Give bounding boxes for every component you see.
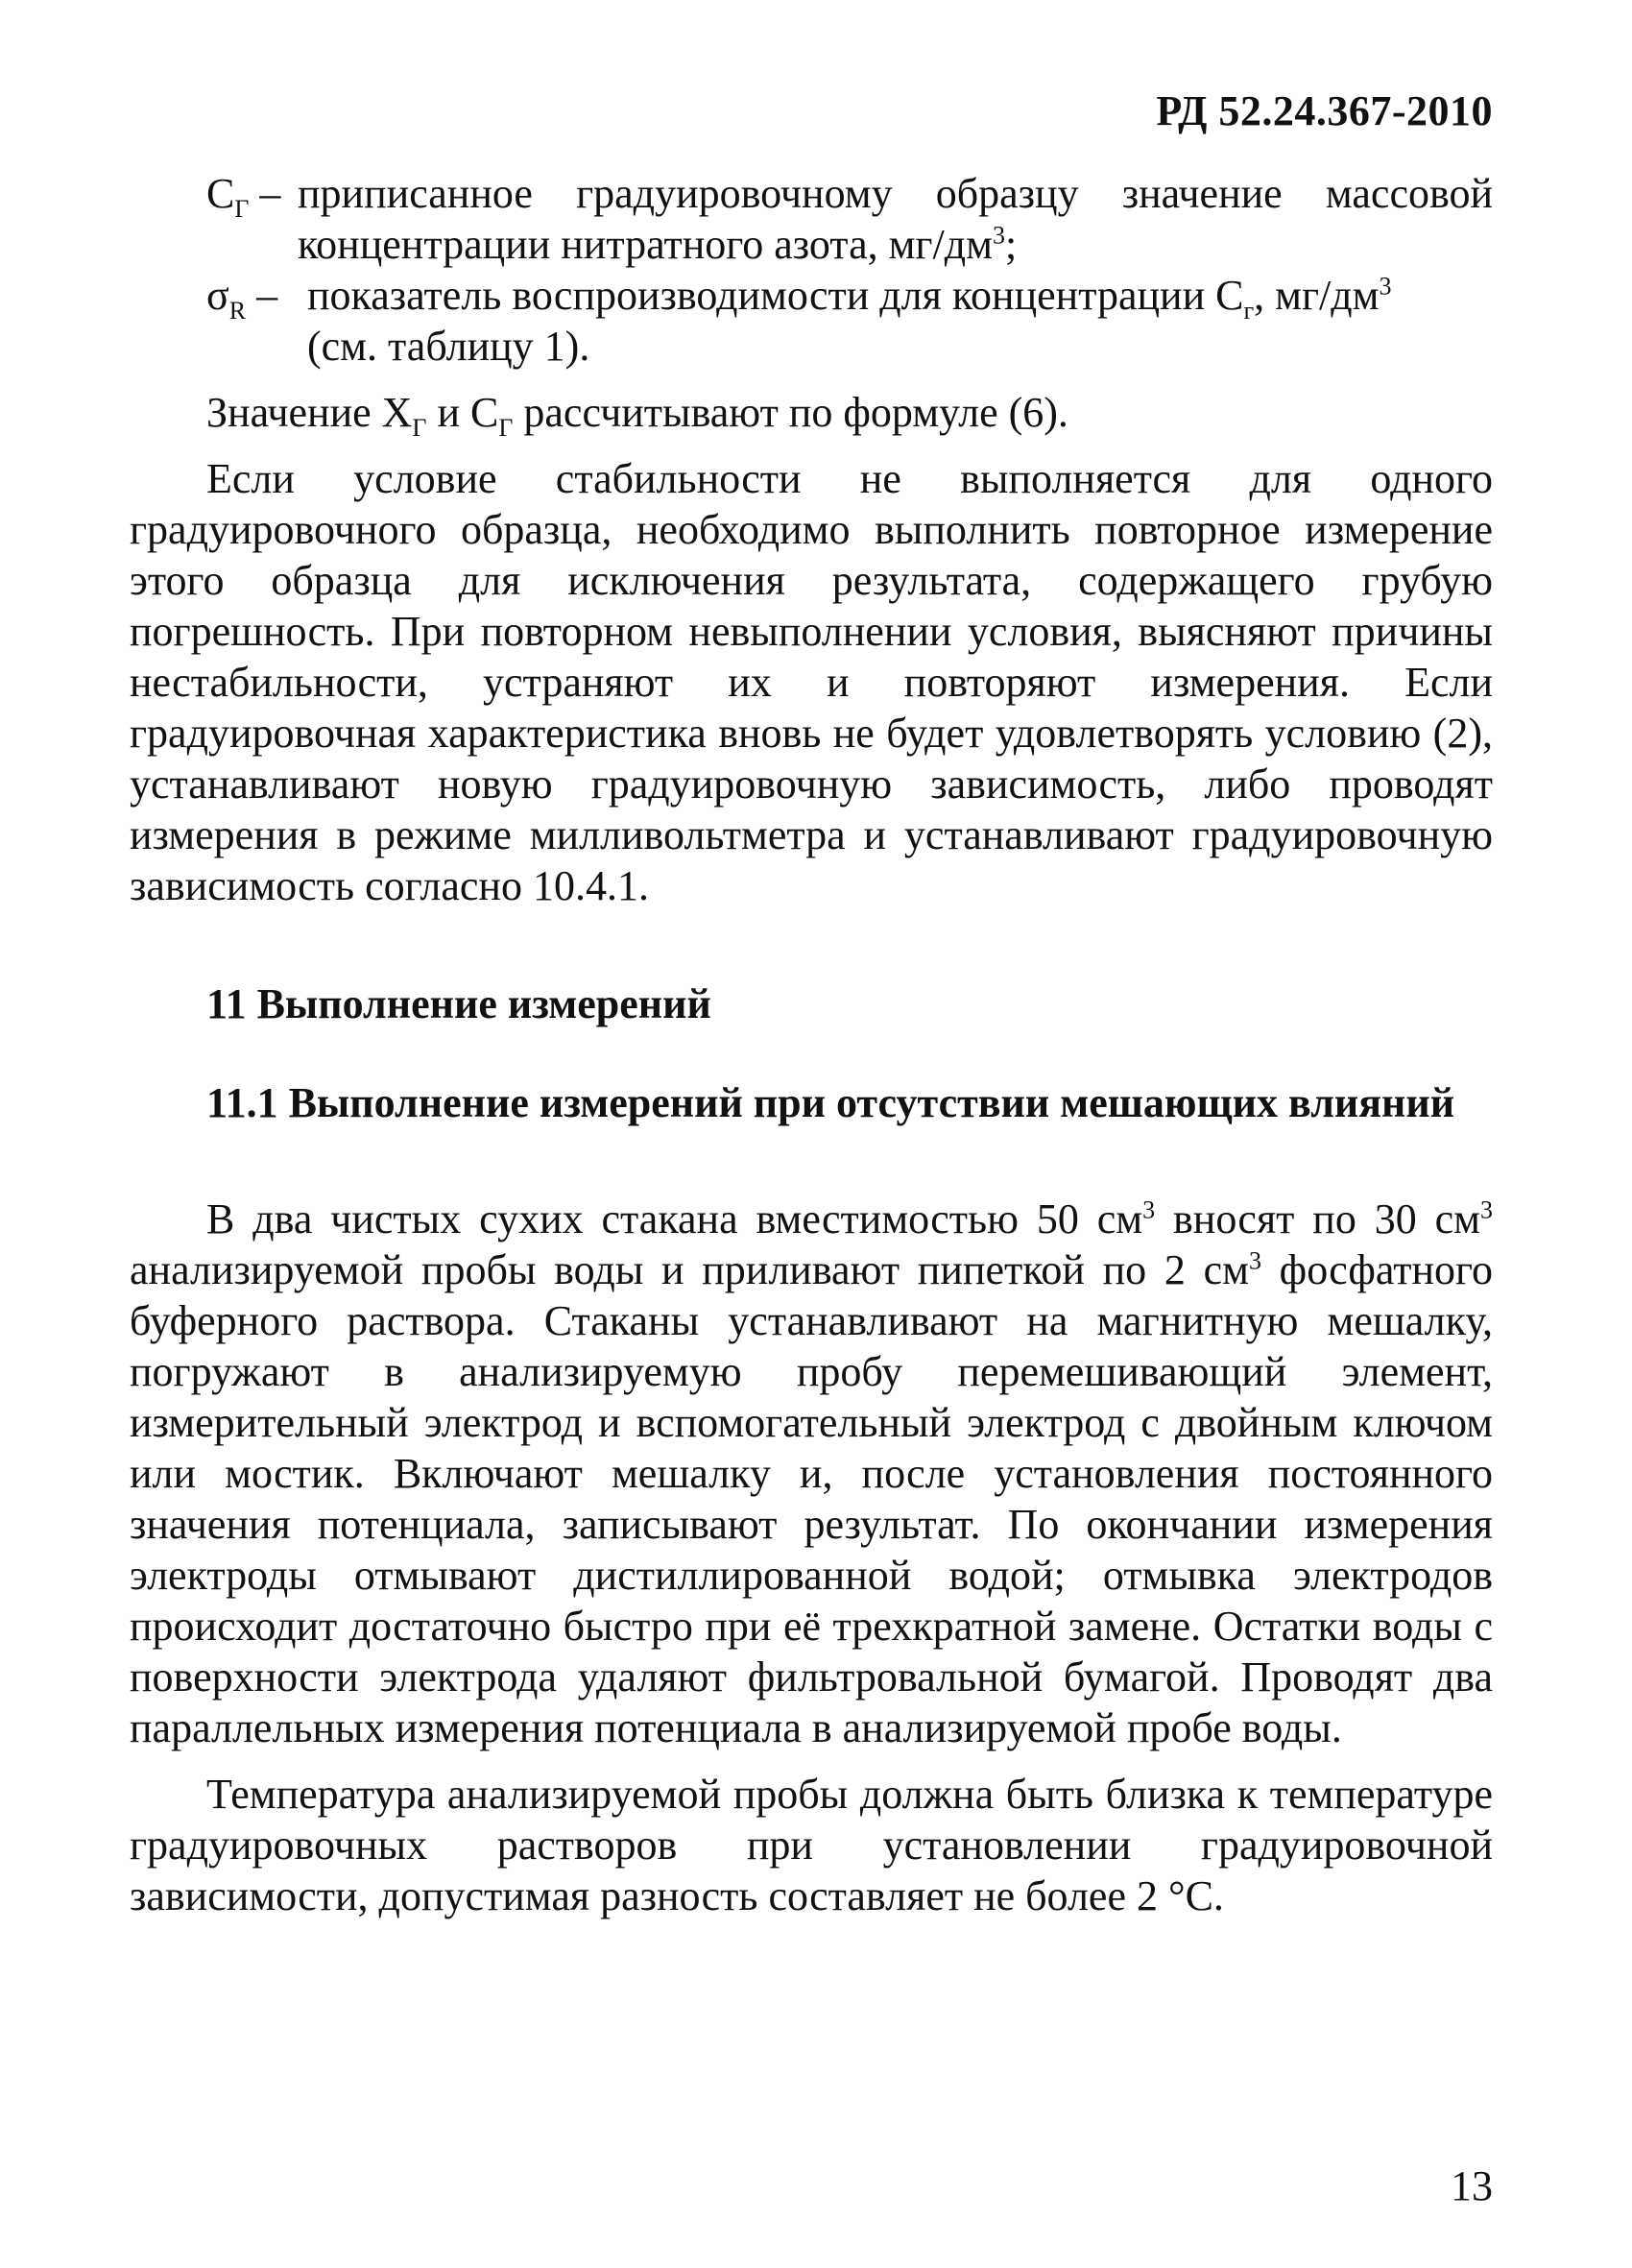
term-text: приписанное градуировочному образцу значение массовой концентрации нитратного азота, мг/дм bbox=[298, 170, 1493, 268]
term-text-mid: , мг/дм bbox=[1254, 272, 1380, 319]
measurement-superscript: 3 bbox=[1248, 1246, 1261, 1275]
term-dash: – bbox=[256, 272, 278, 319]
term-dash: – bbox=[259, 170, 281, 217]
term-text-end: ; bbox=[1004, 221, 1018, 268]
section-11-heading: 11 Выполнение измерений bbox=[206, 980, 711, 1027]
term-symbol-letter: С bbox=[206, 170, 235, 217]
measurement-text: анализируемой пробы воды и приливают пипеткой по 2 см bbox=[130, 1246, 1249, 1293]
stability-paragraph: Если условие стабильности не выполняется для одного градуировочного образца, необходимо выполнить повторное измерение этого образца для исключения результата, содержащего грубую погрешность. При повторном невыполнении условия, выясняют причины нестабильности, устраняют их и повторяют измерения. Если градуировочная характеристика вновь не будет удовлетворять условию (2), устанавливают новую градуировочную зависимость, либо проводят измерения в режиме милливольтметра и устанавливают градуировочную зависимость согласно 10.4.1. bbox=[130, 455, 1493, 909]
temperature-paragraph: Температура анализируемой пробы должна быть близка к температуре градуировочных растворов при установлении градуировочной зависимости, допустимая разность составляет не более 2 °С. bbox=[130, 1771, 1493, 1919]
measurement-text: В два чистых сухих стакана вместимостью 50 см bbox=[206, 1195, 1143, 1243]
term-text: показатель воспроизводимости для концентрации С bbox=[307, 272, 1244, 319]
term-text-superscript: 3 bbox=[992, 221, 1005, 250]
term-symbol-sigma bbox=[206, 270, 278, 325]
formula-note-part: рассчитывают по формуле (6). bbox=[513, 389, 1068, 436]
term-text-subscript: г bbox=[1243, 296, 1255, 325]
measurement-superscript: 3 bbox=[1142, 1195, 1156, 1224]
term-symbol-subscript: Г bbox=[234, 194, 250, 223]
measurement-paragraph bbox=[130, 1194, 1493, 1753]
formula-note-subscript: Г bbox=[498, 413, 514, 442]
measurement-text: вносят по 30 см bbox=[1155, 1195, 1480, 1243]
page-number: 13 bbox=[1451, 2162, 1493, 2209]
measurement-superscript: 3 bbox=[1480, 1195, 1493, 1224]
term-symbol-letter: σ bbox=[206, 272, 229, 319]
term-definition-sigma bbox=[130, 270, 1493, 372]
term-description-cg bbox=[298, 168, 1493, 270]
term-text-end: (см. таблицу 1). bbox=[307, 323, 590, 370]
section-11-1-heading: 11.1 Выполнение измерений при отсутствии мешающих влияний bbox=[206, 1079, 1455, 1126]
formula-note-part: Значение Х bbox=[206, 389, 413, 436]
formula-note bbox=[130, 387, 1493, 442]
document-code-header: РД 52.24.367-2010 bbox=[1156, 87, 1493, 134]
page-content bbox=[130, 168, 1493, 1921]
term-description-sigma bbox=[254, 270, 1493, 372]
formula-note-part: и С bbox=[426, 389, 499, 436]
term-text-superscript: 3 bbox=[1379, 272, 1392, 301]
term-definition-cg bbox=[130, 168, 1493, 270]
formula-note-subscript: Г bbox=[412, 413, 427, 442]
measurement-text: фосфатного буферного раствора. Стаканы устанавливают на магнитную мешалку, погружают в анализируемую пробу перемешивающий элемент, измерительный электрод и вспомогательный электрод с двойным ключом или мостик. Включают мешалку и, после установления постоянного значения потенциала, записывают результат. По окончании измерения электроды отмывают дистиллированной водой; отмывка электродов происходит достаточно быстро при её трехкратной замене. Остатки воды с поверхности электрода удаляют фильтровальной бумагой. Проводят два параллельных измерения потенциала в анализируемой пробе воды. bbox=[130, 1246, 1493, 1751]
term-symbol-subscript: R bbox=[228, 296, 247, 325]
term-symbol-cg bbox=[206, 168, 281, 223]
